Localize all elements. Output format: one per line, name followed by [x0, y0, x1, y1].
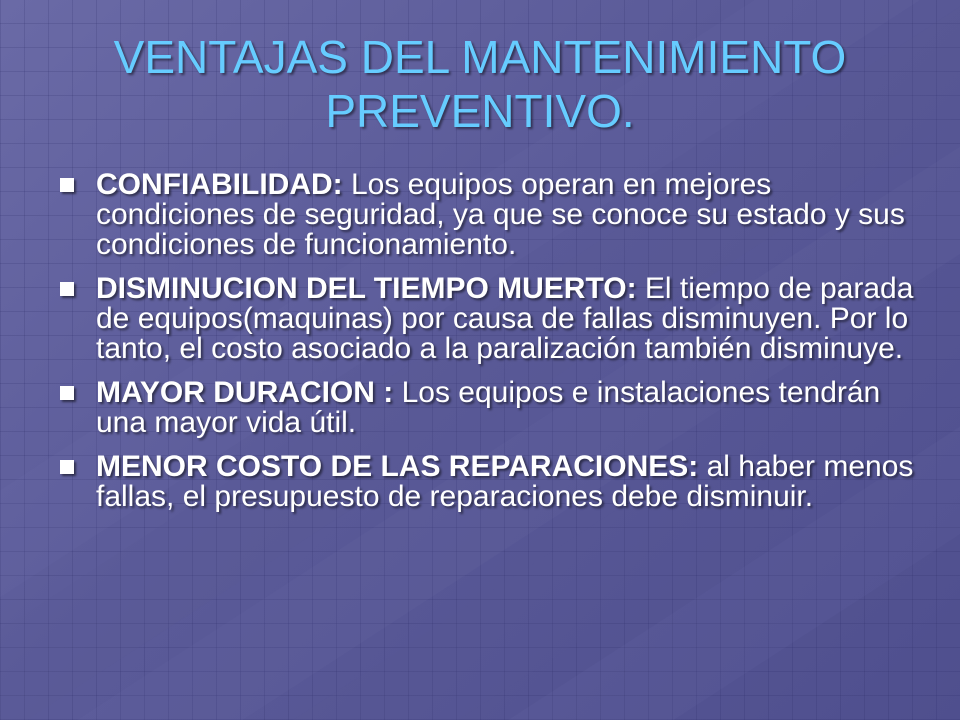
bullet-text: Los equipos operan en mejores condiciones de seguridad, ya que se conoce su estado y sus condiciones de funcionamiento.: [96, 168, 905, 261]
bullet-item-reparaciones: [58, 452, 918, 512]
bullet-term: CONFIABILIDAD:: [96, 168, 343, 201]
bullet-item-duracion: [58, 378, 918, 438]
square-bullet-icon: [60, 386, 74, 400]
bullet-text: al haber menos fallas, el presupuesto de reparaciones debe disminuir.: [96, 450, 914, 513]
slide-title: VENTAJAS DEL MANTENIMIENTO PREVENTIVO.: [113, 31, 847, 137]
bullet-term: MAYOR DURACION :: [96, 376, 394, 409]
bullet-term: MENOR COSTO DE LAS REPARACIONES:: [96, 450, 699, 483]
bullet-text: El tiempo de parada de equipos(maquinas) por causa de fallas disminuyen. Por lo tanto, el costo asociado a la paralización también disminuye.: [96, 272, 914, 365]
square-bullet-icon: [60, 282, 74, 296]
square-bullet-icon: [60, 178, 74, 192]
bullet-list: [58, 170, 918, 526]
bullet-item-confiabilidad: [58, 170, 918, 260]
bullet-text: Los equipos e instalaciones tendrán una mayor vida útil.: [96, 376, 881, 439]
bullet-term: DISMINUCION DEL TIEMPO MUERTO:: [96, 272, 637, 305]
square-bullet-icon: [60, 460, 74, 474]
bullet-item-tiempo-muerto: [58, 274, 918, 364]
